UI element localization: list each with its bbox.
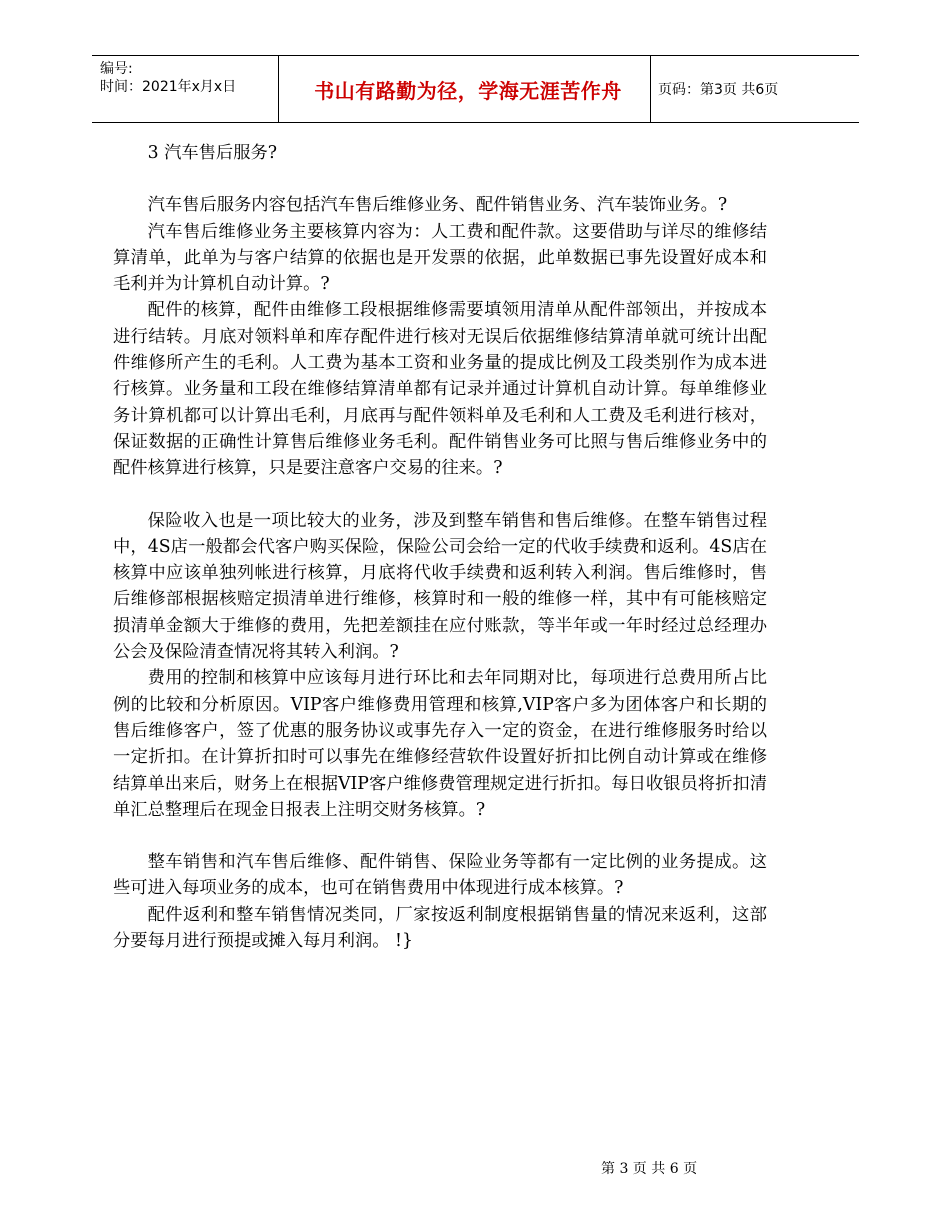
document-number-label: 编号:: [100, 61, 133, 77]
document-date: 时间：2021年x月x日: [100, 79, 237, 95]
header-page-info: 页码：第3页 共6页: [658, 82, 779, 98]
paragraph-insurance: 保险收入也是一项比较大的业务，涉及到整车销售和售后维修。在整车销售过程中，4S店一般都会代客户购买保险，保险公司会给一定的代收手续费和返利。4S店在核算中应该单独列帐进行核算，月底将代收手续费和返利转入利润。售后维修时，售后维修部根据核赔定损清单进行维修，核算时和一般的维修一样，其中有可能核赔定损清单金额大于维修的费用，先把差额挂在应付账款，等半年或一年时经过总经理办公会及保险清查情况将其转入利润。?: [113, 510, 767, 663]
document-body: [113, 140, 767, 954]
paragraph-commission: 整车销售和汽车售后维修、配件销售、保险业务等都有一定比例的业务提成。这些可进入每项业务的成本，也可在销售费用中体现进行成本核算。?: [113, 852, 767, 899]
paragraph-rebate: 配件返利和整车销售情况类同，厂家按返利制度根据销售量的情况来返利，这部分要每月进行预提或摊入每月利润。 !}: [113, 904, 767, 952]
paragraph-service-scope: 汽车售后服务内容包括汽车售后维修业务、配件销售业务、汽车装饰业务。?: [147, 195, 728, 216]
paragraph-parts-accounting: 配件的核算，配件由维修工段根据维修需要填领用清单从配件部领出，并按成本进行结转。月底对领料单和库存配件进行核对无误后依据维修结算清单就可统计出配件维修所产生的毛利。人工费为基本工资和业务量的提成比例及工段类别作为成本进行核算。业务量和工段在维修结算清单都有记录并通过计算机自动计算。每单维修业务计算机都可以计算出毛利，月底再与配件领料单及毛利和人工费及毛利进行核对，保证数据的正确性计算售后维修业务毛利。配件销售业务可比照与售后维修业务中的配件核算进行核算，只是要注意客户交易的往来。?: [113, 300, 767, 479]
section-title: 3 汽车售后服务?: [147, 143, 278, 163]
header-divider-left: [278, 56, 279, 122]
header-divider-right: [650, 56, 651, 122]
paragraph-cost-control: 费用的控制和核算中应该每月进行环比和去年同期对比，每项进行总费用所占比例的比较和分析原因。VIP客户维修费用管理和核算,VIP客户多为团体客户和长期的售后维修客户，签了优惠的服务协议或事先存入一定的资金，在进行维修服务时给以一定折扣。在计算折扣时可以事先在维修经营软件设置好折扣比例自动计算或在维修结算单出来后，财务上在根据VIP客户维修费管理规定进行折扣。每日收银员将折扣清单汇总整理后在现金日报表上注明交财务核算。?: [113, 668, 767, 820]
page-header: [92, 55, 859, 123]
paragraph-repair-accounting: 汽车售后维修业务主要核算内容为：人工费和配件款。这要借助与详尽的维修结算清单，此单为与客户结算的依据也是开发票的依据，此单数据已事先设置好成本和毛利并为计算机自动计算。?: [113, 221, 767, 295]
header-meta: [100, 60, 236, 96]
page-footer: 第 3 页 共 6 页: [601, 1161, 698, 1177]
header-motto: 书山有路勤为径，学海无涯苦作舟: [314, 78, 622, 103]
